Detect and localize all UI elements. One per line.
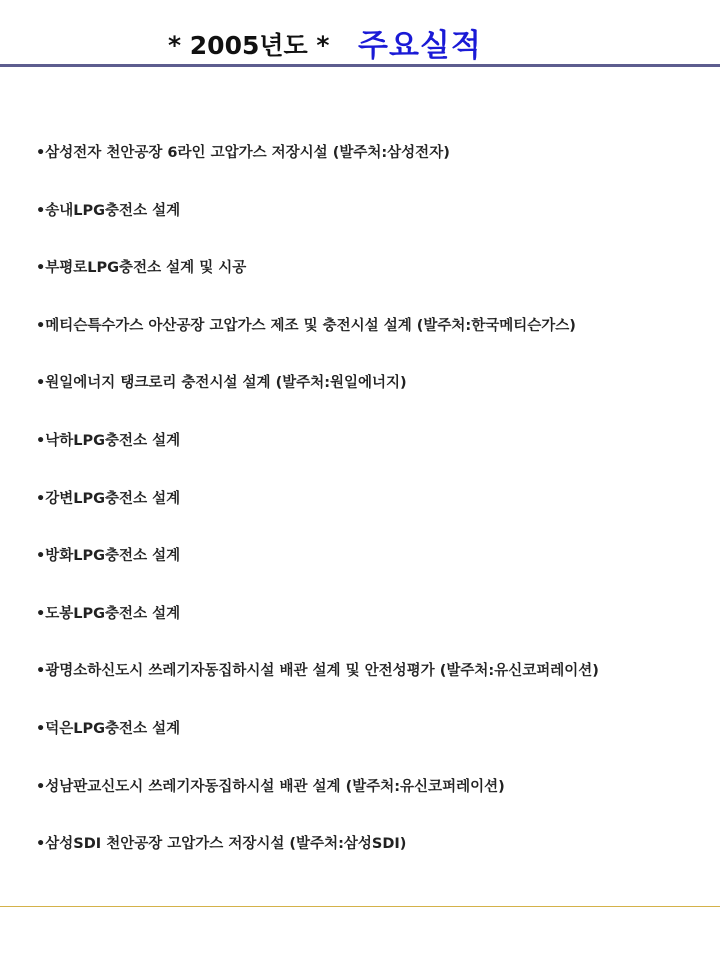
page-title: 주요실적 bbox=[358, 28, 482, 64]
list-item: •송내LPG충전소 설계 bbox=[36, 202, 181, 219]
year-title: * 2005년도 * bbox=[168, 31, 330, 60]
list-item: •방화LPG충전소 설계 bbox=[36, 548, 181, 565]
list-item: •덕은LPG충전소 설계 bbox=[36, 720, 181, 737]
list-item: •성남판교신도시 쓰레기자동집하시설 배관 설계 (발주처:유신코퍼레이션) bbox=[36, 778, 505, 795]
page-header bbox=[0, 18, 720, 62]
list-item: •도봉LPG충전소 설계 bbox=[36, 605, 181, 622]
footer-divider bbox=[0, 906, 720, 907]
list-item: •낙하LPG충전소 설계 bbox=[36, 432, 181, 449]
achievement-list bbox=[36, 141, 716, 890]
list-item: •메티슨특수가스 아산공장 고압가스 제조 및 충전시설 설계 (발주처:한국메티슨가스) bbox=[36, 317, 576, 334]
list-item: •원일에너지 탱크로리 충전시설 설계 (발주처:원일에너지) bbox=[36, 375, 407, 392]
list-item: •삼성전자 천안공장 6라인 고압가스 저장시설 (발주처:삼성전자) bbox=[36, 145, 450, 161]
list-item: •부평로LPG충전소 설계 및 시공 bbox=[36, 260, 247, 277]
list-item: •광명소하신도시 쓰레기자동집하시설 배관 설계 및 안전성평가 (발주처:유신코퍼레이션) bbox=[36, 663, 599, 680]
list-item: •강변LPG충전소 설계 bbox=[36, 490, 181, 507]
header-divider bbox=[0, 64, 720, 67]
list-item: •삼성SDI 천안공장 고압가스 저장시설 (발주처:삼성SDI) bbox=[36, 836, 407, 853]
